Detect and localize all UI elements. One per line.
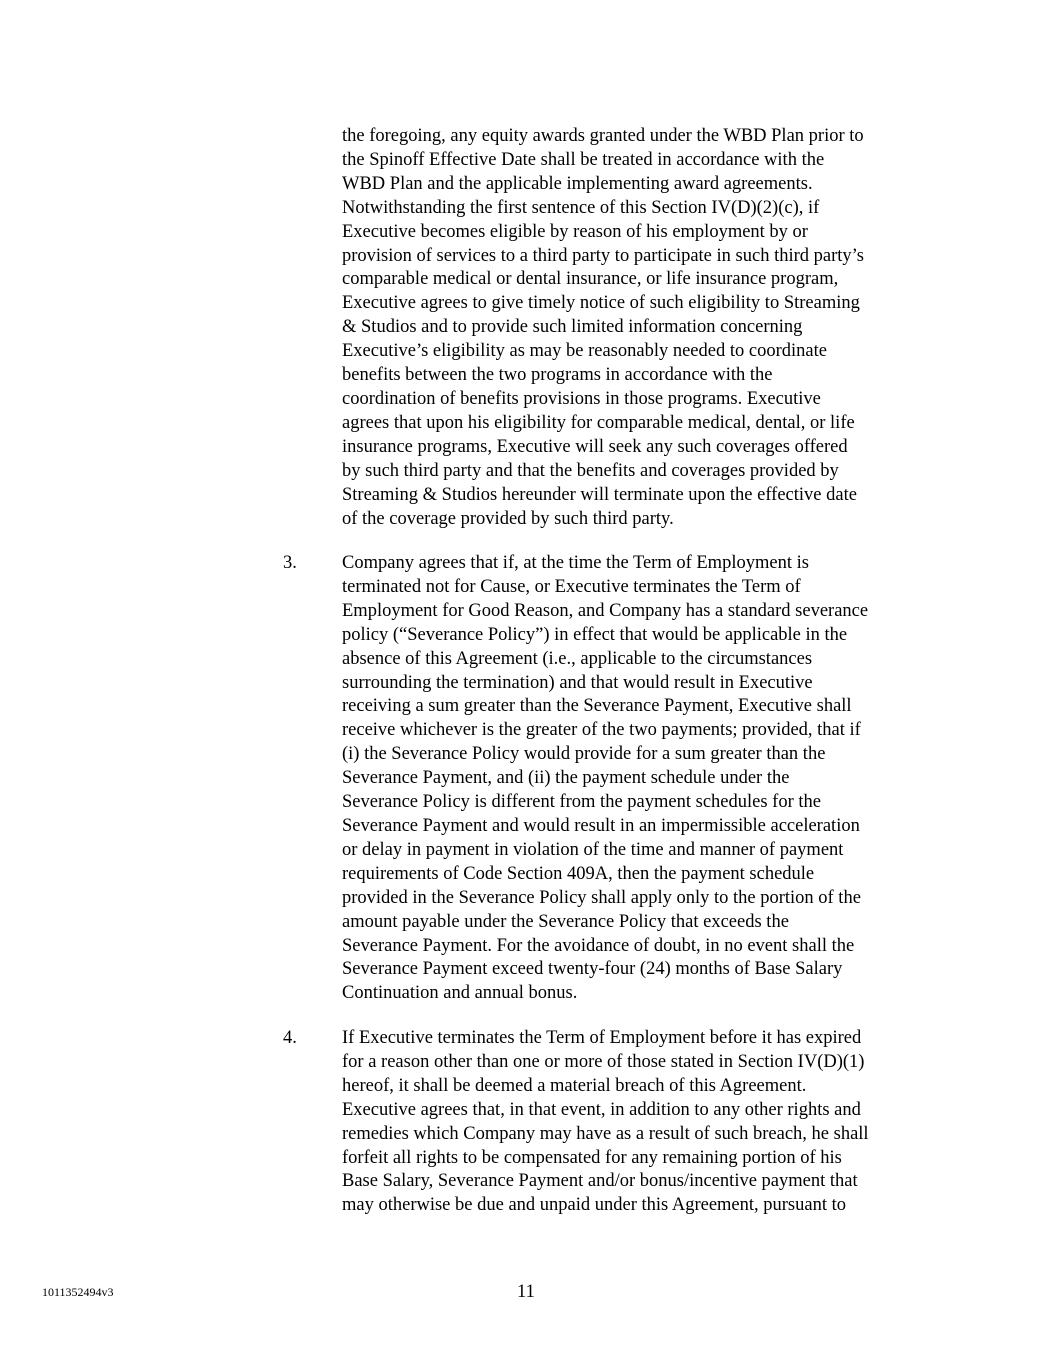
text-line: Severance Payment. For the avoidance of doubt, in no event shall the	[342, 935, 855, 956]
text-line: Notwithstanding the first sentence of this Section IV(D)(2)(c), if	[342, 197, 820, 218]
text-line: provided in the Severance Policy shall apply only to the portion of the	[342, 887, 861, 908]
text-line: may otherwise be due and unpaid under this Agreement, pursuant to	[342, 1195, 846, 1216]
text-line: receiving a sum greater than the Severance Payment, Executive shall	[342, 696, 852, 717]
text-line: Streaming & Studios hereunder will terminate upon the effective date	[342, 484, 857, 505]
text-line: agrees that upon his eligibility for comparable medical, dental, or life	[342, 412, 855, 433]
text-line: benefits between the two programs in accordance with the	[342, 365, 773, 386]
continuation-paragraph	[342, 125, 942, 531]
text-line: provision of services to a third party to participate in such third party’s	[342, 245, 864, 266]
text-line: the foregoing, any equity awards granted under the WBD Plan prior to	[342, 126, 864, 146]
text-line: receive whichever is the greater of the two payments; provided, that if	[342, 720, 861, 741]
text-line: by such third party and that the benefits and coverages provided by	[342, 460, 839, 481]
text-line: Executive agrees to give timely notice of such eligibility to Streaming	[342, 293, 860, 314]
text-line: policy (“Severance Policy”) in effect that would be applicable in the	[342, 624, 848, 645]
page-number: 11	[517, 1282, 535, 1302]
text-line: coordination of benefits provisions in those programs. Executive	[342, 388, 821, 409]
text-line: Base Salary, Severance Payment and/or bonus/incentive payment that	[342, 1171, 858, 1192]
text-line: Severance Payment exceed twenty-four (24) months of Base Salary	[342, 959, 843, 980]
text-line: & Studios and to provide such limited information concerning	[342, 317, 803, 338]
text-line: Executive’s eligibility as may be reasonably needed to coordinate	[342, 341, 827, 362]
text-line: forfeit all rights to be compensated for any remaining portion of his	[342, 1147, 842, 1168]
text-line: Continuation and annual bonus.	[342, 983, 578, 1004]
text-line: Executive becomes eligible by reason of his employment by or	[342, 221, 808, 242]
text-line: of the coverage provided by such third party.	[342, 508, 674, 529]
text-line: insurance programs, Executive will seek any such coverages offered	[342, 436, 848, 457]
section-3-number: 3.	[283, 553, 297, 573]
text-line: Executive agrees that, in that event, in addition to any other rights and	[342, 1099, 861, 1120]
text-line: Severance Policy is different from the payment schedules for the	[342, 792, 821, 813]
section-4-number: 4.	[283, 1028, 297, 1048]
text-line: the Spinoff Effective Date shall be treated in accordance with the	[342, 149, 825, 170]
text-line: or delay in payment in violation of the time and manner of payment	[342, 839, 844, 860]
text-line: hereof, it shall be deemed a material breach of this Agreement.	[342, 1075, 807, 1096]
section-3-paragraph	[342, 552, 942, 1006]
text-line: for a reason other than one or more of those stated in Section IV(D)(1)	[342, 1051, 865, 1072]
text-line: absence of this Agreement (i.e., applicable to the circumstances	[342, 648, 813, 669]
text-line: comparable medical or dental insurance, or life insurance program,	[342, 269, 839, 290]
document-id: 1011352494v3	[42, 1285, 114, 1299]
text-line: (i) the Severance Policy would provide for a sum greater than the	[342, 744, 826, 765]
text-line: amount payable under the Severance Policy that exceeds the	[342, 911, 789, 932]
text-line: surrounding the termination) and that would result in Executive	[342, 672, 813, 693]
text-line: Employment for Good Reason, and Company has a standard severance	[342, 600, 869, 621]
text-line: terminated not for Cause, or Executive terminates the Term of	[342, 576, 801, 597]
text-line: If Executive terminates the Term of Employment before it has expired	[342, 1028, 862, 1048]
text-line: Company agrees that if, at the time the Term of Employment is	[342, 553, 809, 573]
text-line: WBD Plan and the applicable implementing award agreements.	[342, 173, 813, 194]
section-4-paragraph	[342, 1027, 942, 1218]
text-line: remedies which Company may have as a result of such breach, he shall	[342, 1123, 869, 1144]
text-line: requirements of Code Section 409A, then the payment schedule	[342, 863, 815, 884]
text-line: Severance Payment, and (ii) the payment schedule under the	[342, 768, 790, 789]
text-line: Severance Payment and would result in an impermissible acceleration	[342, 815, 860, 836]
